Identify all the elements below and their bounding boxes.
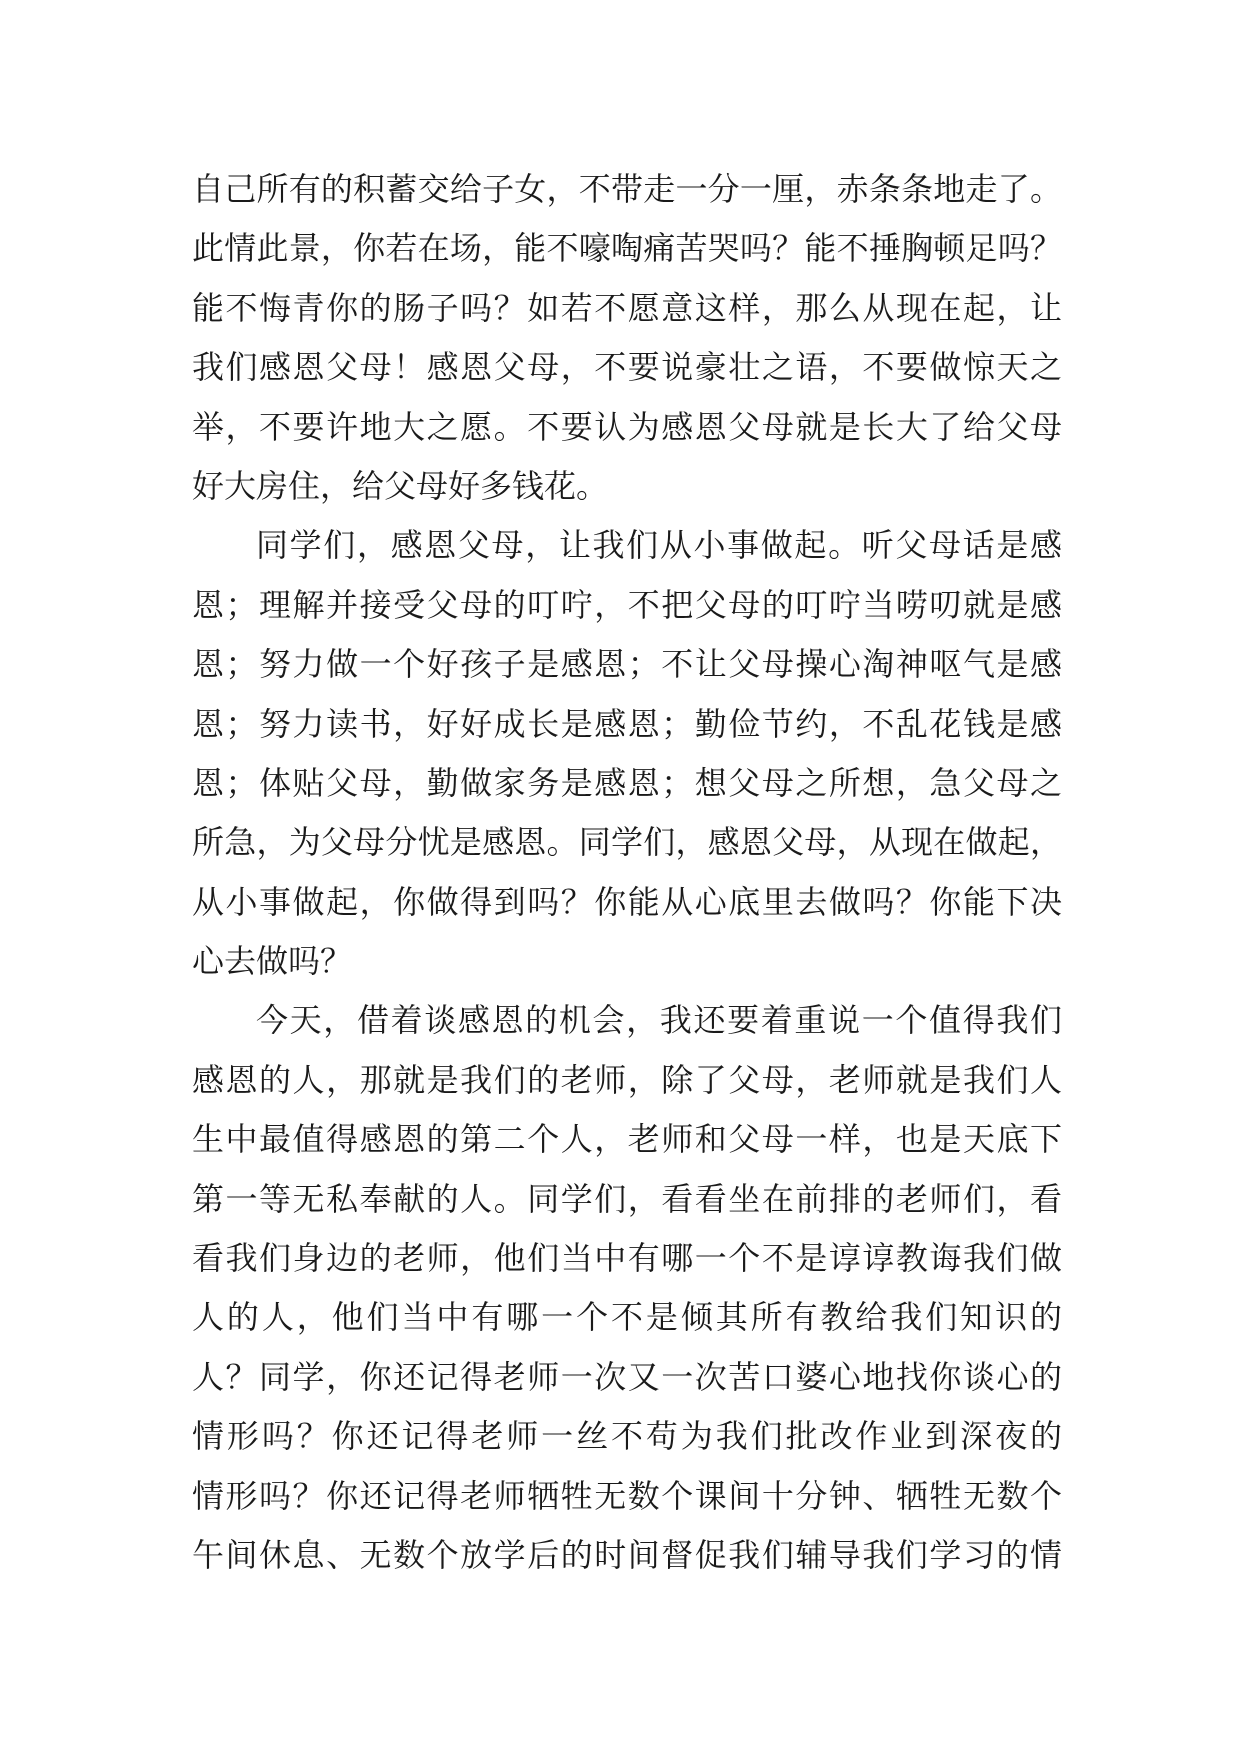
- text-line: 看我们身边的老师，他们当中有哪一个不是谆谆教诲我们做: [192, 1239, 1062, 1278]
- text-line: 人？同学，你还记得老师一次又一次苦口婆心地找你谈心的: [192, 1357, 1062, 1396]
- text-line: 恩；努力做一个好孩子是感恩；不让父母操心淘神呕气是感: [192, 645, 1062, 684]
- text-line: 恩；体贴父母，勤做家务是感恩；想父母之所想，急父母之: [192, 763, 1062, 802]
- text-line: 心去做吗？: [192, 942, 353, 981]
- text-line: 今天，借着谈感恩的机会，我还要着重说一个值得我们: [256, 1001, 1062, 1040]
- text-line: 午间休息、无数个放学后的时间督促我们辅导我们学习的情: [192, 1535, 1062, 1574]
- text-line: 恩；理解并接受父母的叮咛，不把父母的叮咛当唠叨就是感: [192, 585, 1062, 624]
- text-line: 举，不要许地大之愿。不要认为感恩父母就是长大了给父母: [192, 407, 1062, 446]
- text-line: 自己所有的积蓄交给子女，不带走一分一厘，赤条条地走了。: [192, 170, 1062, 208]
- text-line: 情形吗？你还记得老师牺牲无数个课间十分钟、牺牲无数个: [192, 1476, 1062, 1515]
- text-line: 从小事做起，你做得到吗？你能从心底里去做吗？你能下决: [192, 882, 1062, 921]
- text-line: 好大房住，给父母好多钱花。: [192, 466, 609, 505]
- text-line: 恩；努力读书，好好成长是感恩；勤俭节约，不乱花钱是感: [192, 704, 1062, 743]
- text-line: 感恩的人，那就是我们的老师，除了父母，老师就是我们人: [192, 1060, 1062, 1099]
- text-line: 情形吗？你还记得老师一丝不苟为我们批改作业到深夜的: [192, 1417, 1062, 1456]
- text-line: 生中最值得感恩的第二个人，老师和父母一样，也是天底下: [192, 1120, 1062, 1159]
- text-line: 此情此景，你若在场，能不嚎啕痛苦哭吗？能不捶胸顿足吗？: [192, 229, 1062, 268]
- body-text: [192, 160, 1062, 1585]
- text-line: 人的人，他们当中有哪一个不是倾其所有教给我们知识的: [192, 1298, 1062, 1337]
- text-line: 我们感恩父母！感恩父母，不要说豪壮之语，不要做惊天之: [192, 348, 1062, 387]
- text-line: 同学们，感恩父母，让我们从小事做起。听父母话是感: [256, 526, 1062, 565]
- text-line: 所急，为父母分忧是感恩。同学们，感恩父母，从现在做起，: [192, 823, 1062, 862]
- text-line: 第一等无私奉献的人。同学们，看看坐在前排的老师们，看: [192, 1179, 1062, 1218]
- text-line: 能不悔青你的肠子吗？如若不愿意这样，那么从现在起，让: [192, 288, 1062, 327]
